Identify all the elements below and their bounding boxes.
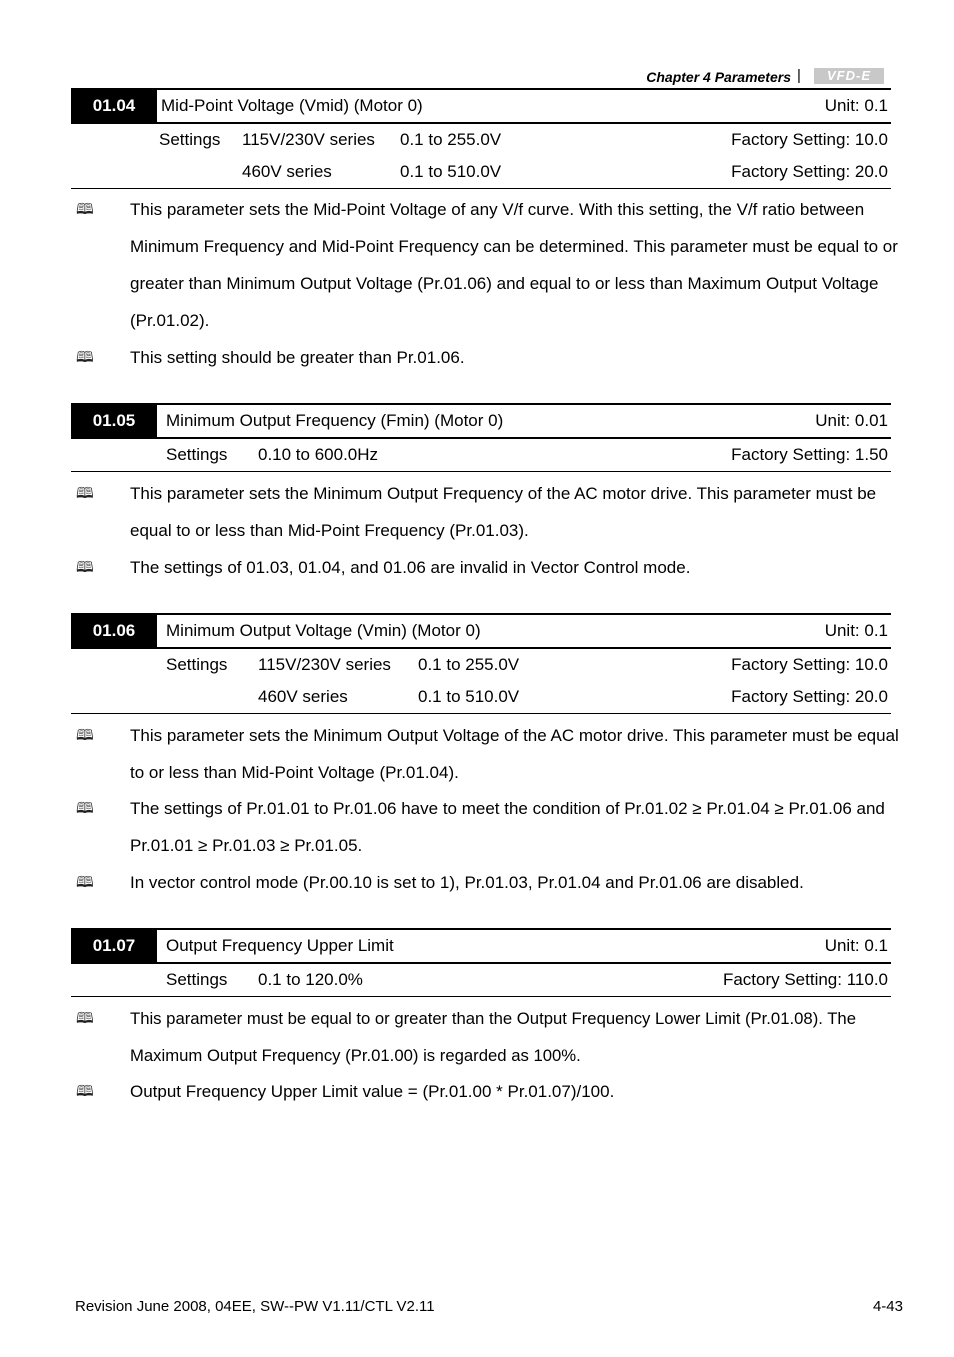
settings-label: Settings	[159, 130, 221, 149]
settings-series: 115V/230V series	[242, 130, 375, 149]
param-title: Minimum Output Frequency (Fmin) (Motor 0)	[166, 411, 504, 430]
note-text: The settings of Pr.01.01 to Pr.01.06 have to meet the condition of Pr.01.02 ≥ Pr.01.04 ≥ Pr.01.06 and Pr.01.01 ≥ Pr.01.03 ≥ Pr.01.05.	[130, 799, 885, 855]
param-title-row	[71, 403, 891, 439]
book-icon: 🕮	[76, 873, 94, 891]
settings-row	[71, 439, 891, 471]
note-text: Output Frequency Upper Limit value = (Pr.01.00 * Pr.01.07)/100.	[130, 1082, 615, 1101]
param-code: 01.05	[71, 405, 157, 437]
note-text: The settings of 01.03, 01.04, and 01.06 are invalid in Vector Control mode.	[130, 558, 691, 577]
note-text: In vector control mode (Pr.00.10 is set to 1), Pr.01.03, Pr.01.04 and Pr.01.06 are disabled.	[130, 873, 804, 892]
book-icon: 🕮	[76, 1082, 94, 1100]
book-icon: 🕮	[76, 558, 94, 576]
param-unit: Unit: 0.1	[824, 96, 888, 115]
settings-row	[71, 681, 891, 713]
param-settings	[71, 124, 891, 189]
factory-setting: Factory Setting: 10.0	[731, 655, 888, 674]
factory-setting: Factory Setting: 20.0	[731, 162, 888, 181]
settings-label: Settings	[166, 445, 228, 464]
param-block-01-04	[71, 88, 891, 189]
note-text: This parameter sets the Mid-Point Voltage of any V/f curve. With this setting, the V/f ratio between Minimum Frequency and Mid-Point Frequency can be determined. This parameter must be equal to or greater than Minimum Output Voltage (Pr.01.06) and equal to or less than Maximum Output Voltage (Pr.01.02).	[130, 200, 898, 330]
book-icon: 🕮	[76, 200, 94, 218]
footer-page-number: 4-43	[872, 1298, 903, 1315]
param-title: Minimum Output Voltage (Vmin) (Motor 0)	[166, 621, 481, 640]
settings-range: 0.1 to 510.0V	[400, 162, 502, 181]
factory-setting: Factory Setting: 20.0	[731, 687, 888, 706]
param-title: Output Frequency Upper Limit	[166, 936, 394, 955]
param-unit: Unit: 0.01	[815, 411, 888, 430]
settings-row	[71, 649, 891, 681]
settings-label: Settings	[166, 655, 228, 674]
settings-range: 0.10 to 600.0Hz	[258, 445, 379, 464]
param-code: 01.06	[71, 615, 157, 647]
book-icon: 🕮	[76, 799, 94, 817]
settings-row	[71, 124, 891, 156]
settings-range: 0.1 to 120.0%	[258, 970, 363, 989]
settings-range: 0.1 to 510.0V	[418, 687, 520, 706]
param-settings	[71, 964, 891, 997]
settings-range: 0.1 to 255.0V	[418, 655, 520, 674]
param-block-01-07	[71, 928, 891, 997]
settings-range: 0.1 to 255.0V	[400, 130, 502, 149]
param-block-01-05	[71, 403, 891, 472]
param-block-01-06	[71, 613, 891, 714]
book-icon: 🕮	[76, 484, 94, 502]
footer-revision: Revision June 2008, 04EE, SW--PW V1.11/CTL V2.11	[75, 1298, 435, 1315]
settings-row	[71, 964, 891, 996]
note-text: This parameter must be equal to or greater than the Output Frequency Lower Limit (Pr.01.08). The Maximum Output Frequency (Pr.01.00) is regarded as 100%.	[130, 1009, 856, 1065]
factory-setting: Factory Setting: 110.0	[722, 970, 888, 989]
book-icon: 🕮	[76, 726, 94, 744]
settings-label: Settings	[166, 970, 228, 989]
book-icon: 🕮	[76, 348, 94, 366]
header-separator: |	[797, 67, 801, 84]
param-settings	[71, 439, 891, 472]
param-settings	[71, 649, 891, 714]
param-code: 01.07	[71, 930, 157, 962]
chapter-title: Chapter 4 Parameters	[646, 69, 791, 85]
param-title-row	[71, 613, 891, 649]
param-unit: Unit: 0.1	[824, 936, 888, 955]
settings-series: 115V/230V series	[258, 655, 391, 674]
note-text: This parameter sets the Minimum Output Voltage of the AC motor drive. This parameter must be equal to or less than Mid-Point Voltage (Pr.01.04).	[130, 726, 899, 782]
note-text: This parameter sets the Minimum Output Frequency of the AC motor drive. This parameter must be equal to or less than Mid-Point Frequency (Pr.01.03).	[130, 484, 877, 540]
settings-series: 460V series	[242, 162, 332, 181]
factory-setting: Factory Setting: 10.0	[731, 130, 888, 149]
param-title-row	[71, 88, 891, 124]
settings-series: 460V series	[258, 687, 348, 706]
param-title-row	[71, 928, 891, 964]
param-title: Mid-Point Voltage (Vmid) (Motor 0)	[161, 96, 423, 115]
factory-setting: Factory Setting: 1.50	[731, 445, 888, 464]
note-text: This setting should be greater than Pr.01.06.	[130, 348, 465, 367]
vfd-logo: VFD-E	[814, 68, 884, 84]
settings-row	[71, 156, 891, 188]
param-code: 01.04	[71, 90, 157, 122]
param-unit: Unit: 0.1	[824, 621, 888, 640]
book-icon: 🕮	[76, 1009, 94, 1027]
